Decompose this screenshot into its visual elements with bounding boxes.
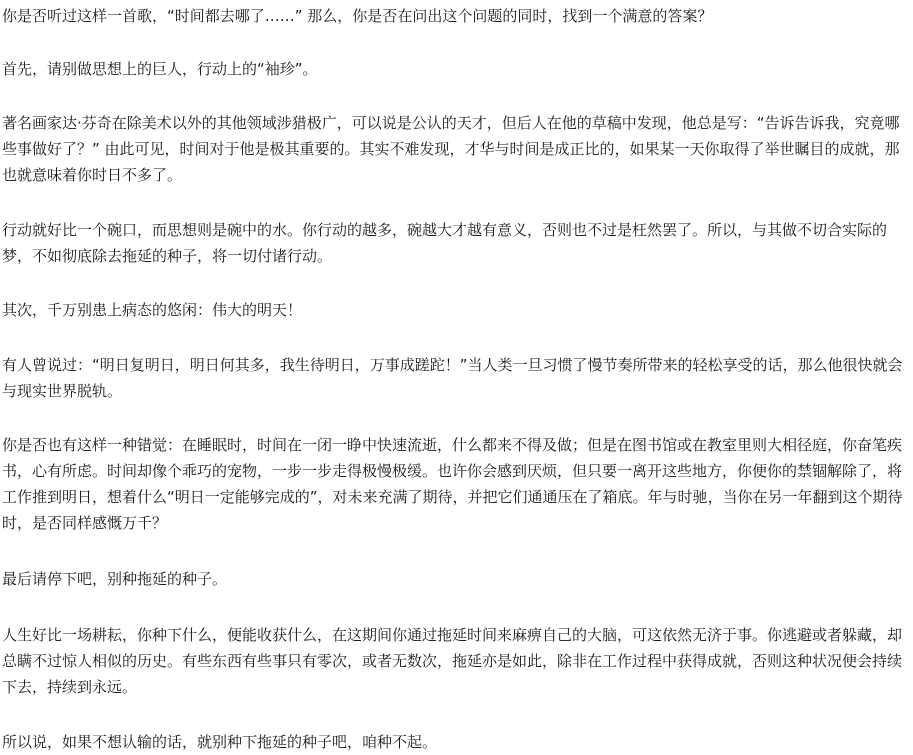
paragraph-davinci: 著名画家达·芬奇在除美术以外的其他领域涉猎极广，可以说是公认的天才，但后人在他的草稿中发现，他总是写：“告诉告诉我，究竟哪些事做好了？” 由此可见，时间对于他是极其重要的。其实不难发现，才华与时间是成正比的，如果某一天你取得了举世瞩目的成就，那也就意味着你时日不多了。	[2, 114, 900, 184]
paragraph-illusion: 你是否也有这样一种错觉：在睡眠时，时间在一闭一睁中快速流逝，什么都来不得及做；但是在图书馆或在教室里则大相径庭，你奋笔疾书，心有所虑。时间却像个乖巧的宠物，一步一步走得极慢极缓。也许你会感到厌烦，但只要一离开这些地方，你便你的禁锢解除了，将工作推到明日，想着什么“明日一定能够完成的”，对未来充满了期待，并把它们通通压在了箱底。年与时驰，当你在另一年翻到这个期待时，是否同样感慨万千？	[2, 436, 903, 532]
paragraph-bowl-analogy: 行动就好比一个碗口，而思想则是碗中的水。你行动的越多，碗越大才越有意义，否则也不过是枉然罢了。所以，与其做不切合实际的梦，不如彻底除去拖延的种子，将一切付诸行动。	[2, 221, 888, 265]
paragraph-second-point: 其次，千万别患上病态的悠闲：伟大的明天！	[2, 301, 303, 319]
paragraph-intro-question: 你是否听过这样一首歌，“时间都去哪了……” 那么，你是否在问出这个问题的同时，找到一个满意的答案？	[2, 7, 713, 25]
paragraph-conclusion: 所以说，如果不想认输的话，就别种下拖延的种子吧，咱种不起。	[2, 733, 438, 751]
paragraph-tomorrow-quote: 有人曾说过：“明日复明日，明日何其多，我生待明日，万事成蹉跎！”当人类一旦习惯了慢节奏所带来的轻松享受的话，那么他很快就会与现实世界脱轨。	[2, 356, 903, 400]
paragraph-first-point: 首先，请别做思想上的巨人，行动上的“袖珍”。	[2, 60, 318, 78]
paragraph-life-cultivation: 人生好比一场耕耘，你种下什么，便能收获什么，在这期间你通过拖延时间来麻痹自己的大脑，可这依然无济于事。你逃避或者躲藏，却总瞒不过惊人相似的历史。有些东西有些事只有零次，或者无数次，拖延亦是如此，除非在工作过程中获得成就，否则这种状况便会持续下去，持续到永远。	[2, 626, 903, 696]
paragraph-final-point: 最后请停下吧，别种拖延的种子。	[2, 570, 228, 588]
